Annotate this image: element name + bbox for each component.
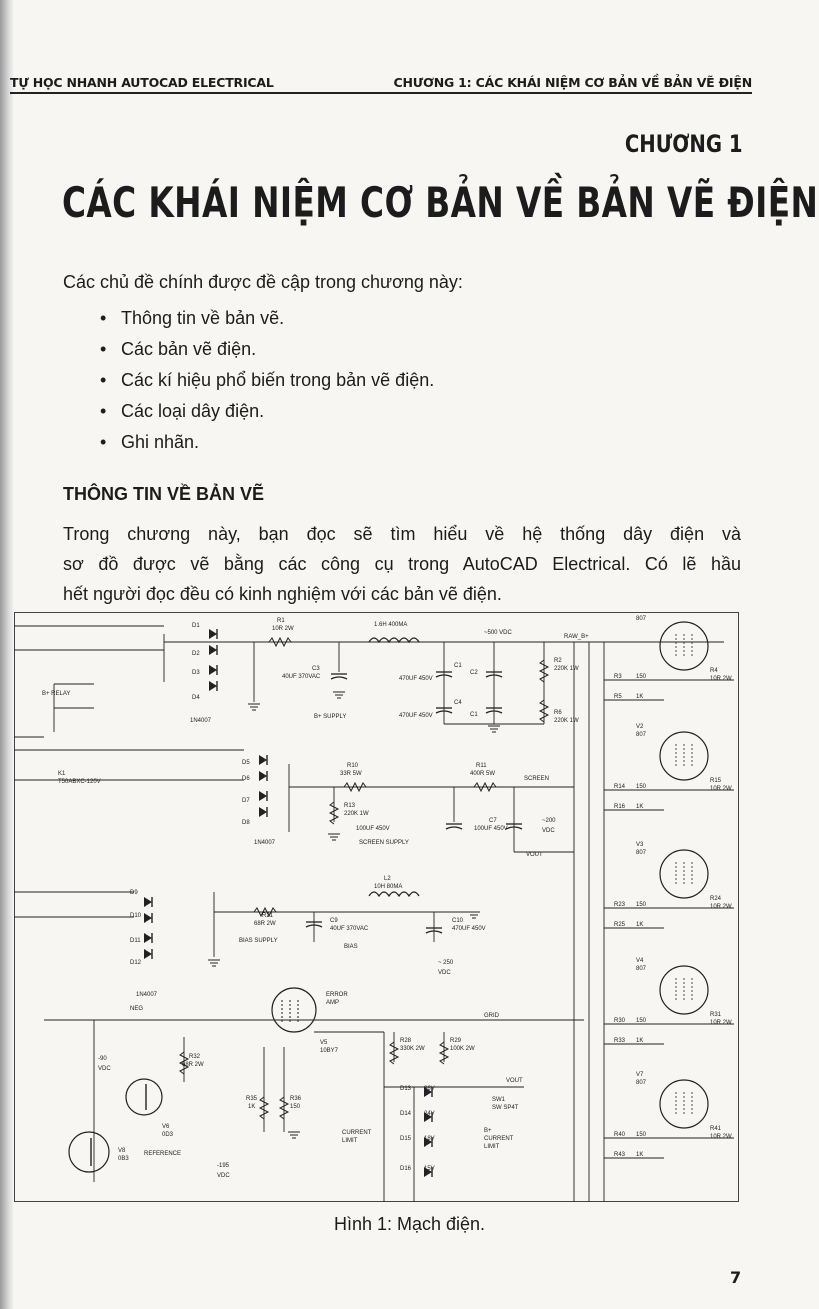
circuit-schematic — [14, 612, 739, 1202]
block-label: ERROR — [326, 992, 348, 998]
cap-label: C9 — [330, 918, 338, 924]
block-label: CURRENT — [342, 1130, 372, 1136]
resistor-value: 220K 1W — [554, 718, 579, 724]
resistor-value: 10R 2W — [710, 1134, 732, 1140]
tube-label: V4 — [636, 958, 644, 964]
switch-type: SW SP4T — [492, 1105, 519, 1111]
resistor-label: R2 — [554, 658, 562, 664]
running-header-left: TỰ HỌC NHANH AUTOCAD ELECTRICAL — [10, 75, 274, 90]
diode-label: D12 — [130, 960, 142, 966]
cap-value: 100UF 450V — [474, 826, 508, 832]
supply-label: B+ SUPPLY — [314, 714, 347, 720]
running-header — [10, 72, 752, 94]
diode-label: D16 — [400, 1166, 412, 1172]
resistor-label: R6 — [554, 710, 562, 716]
cap-value: 470UF 450V — [399, 676, 433, 682]
block-label: AMP — [326, 1000, 340, 1006]
cap-label: C1 — [470, 712, 478, 718]
diode-label: D7 — [242, 798, 250, 804]
voltage-label: ~ 250 — [438, 960, 454, 966]
diode-type-label: 1N4007 — [254, 840, 276, 846]
resistor-label: R3 — [614, 674, 622, 680]
resistor-value: 150 — [636, 1132, 647, 1138]
resistor-label: R14 — [614, 784, 626, 790]
resistor-label: R33 — [614, 1038, 626, 1044]
tube-type: 807 — [636, 850, 647, 856]
switch-label: SW1 — [492, 1097, 506, 1103]
diode-label: D14 — [400, 1111, 412, 1117]
resistor-label: R4 — [710, 668, 718, 674]
resistor-label: R15 — [710, 778, 722, 784]
circuit-figure — [14, 612, 739, 1202]
tube-type: 10BY7 — [320, 1048, 339, 1054]
topic-list — [100, 303, 434, 458]
resistor-label: R13 — [344, 803, 356, 809]
voltage-label: -90 — [98, 1056, 107, 1062]
net-label: VOUT — [526, 852, 543, 858]
list-item: • Các bản vẽ điện. — [100, 334, 434, 365]
cap-value: 40UF 370VAC — [282, 674, 321, 680]
resistor-value: 1K — [636, 922, 644, 928]
zener-value: 24V — [424, 1111, 435, 1117]
net-label: RAW_B+ — [564, 634, 589, 640]
resistor-label: R10 — [347, 763, 359, 769]
tube-label: V8 — [118, 1148, 126, 1154]
cap-value: 470UF 450V — [399, 713, 433, 719]
paragraph-line: sơ đồ được vẽ bằng các công cụ trong AutoCAD Electrical. Có lẽ hầu — [63, 554, 741, 574]
zener-value: 15V — [424, 1166, 435, 1172]
resistor-label: R29 — [450, 1038, 462, 1044]
section-heading: THÔNG TIN VỀ BẢN VẼ — [63, 484, 265, 504]
resistor-label: R16 — [614, 804, 626, 810]
tube-type: 807 — [636, 616, 647, 622]
voltage-unit: VDC — [542, 828, 555, 834]
list-item: • Các kí hiệu phổ biến trong bản vẽ điện. — [100, 365, 434, 396]
voltage-label: ~200 — [542, 818, 556, 824]
diode-label: D3 — [192, 670, 200, 676]
net-label: NEG — [130, 1006, 144, 1012]
resistor-value: 10R 2W — [272, 626, 294, 632]
net-label: BIAS — [344, 944, 358, 950]
resistor-value: 150 — [290, 1104, 301, 1110]
intro-text: Các chủ đề chính được đề cập trong chương này: — [63, 272, 463, 292]
resistor-value: 150 — [636, 1018, 647, 1024]
cap-label: C4 — [454, 700, 462, 706]
voltage-unit: VDC — [438, 970, 451, 976]
tube-type: 807 — [636, 966, 647, 972]
diode-label: D4 — [192, 695, 200, 701]
voltage-label: -195 — [217, 1163, 230, 1169]
tube-label: V7 — [636, 1072, 644, 1078]
chapter-number: CHƯƠNG 1 — [625, 130, 743, 158]
diode-label: D1 — [192, 623, 200, 629]
net-label: VOUT — [506, 1078, 523, 1084]
resistor-value: 100K 2W — [450, 1046, 475, 1052]
zener-value: 36V — [424, 1086, 435, 1092]
tube-label: V5 — [320, 1040, 328, 1046]
resistor-label: R21 — [262, 913, 274, 919]
diode-type-label: 1N4007 — [190, 718, 212, 724]
cap-label: C1 — [454, 663, 462, 669]
inductor-value: 10H 80MA — [374, 884, 403, 890]
running-header-right: CHƯƠNG 1: CÁC KHÁI NIỆM CƠ BẢN VỀ BẢN VẼ ĐIỆN — [393, 75, 752, 90]
relay-label: B+ RELAY — [42, 691, 71, 697]
resistor-value: 150 — [636, 784, 647, 790]
resistor-label: R1 — [277, 618, 285, 624]
diode-label: D5 — [242, 760, 250, 766]
resistor-label: R35 — [246, 1096, 258, 1102]
tube-label: V6 — [162, 1124, 170, 1130]
tube-type: 807 — [636, 1080, 647, 1086]
relay-ref: K1 — [58, 771, 66, 777]
resistor-label: R24 — [710, 896, 722, 902]
resistor-label: R25 — [614, 922, 626, 928]
resistor-label: R40 — [614, 1132, 626, 1138]
resistor-value: 330K 2W — [400, 1046, 425, 1052]
resistor-value: 33R 5W — [340, 771, 362, 777]
resistor-label: R30 — [614, 1018, 626, 1024]
cap-label: C10 — [452, 918, 464, 924]
resistor-value: 10R 2W — [710, 1020, 732, 1026]
tube-label: V3 — [636, 842, 644, 848]
tube-type: 0B3 — [118, 1156, 129, 1162]
tube-type: 807 — [636, 732, 647, 738]
list-item: • Các loại dây điện. — [100, 396, 434, 427]
resistor-value: 68R 2W — [182, 1062, 204, 1068]
resistor-label: R36 — [290, 1096, 302, 1102]
cap-label: C3 — [312, 666, 320, 672]
inductor-label: L2 — [384, 876, 391, 882]
resistor-value: 220K 1W — [554, 666, 579, 672]
chapter-title: CÁC KHÁI NIỆM CƠ BẢN VỀ BẢN VẼ ĐIỆN — [62, 178, 819, 227]
cap-value: 470UF 450V — [452, 926, 486, 932]
resistor-value: 1K — [636, 1038, 644, 1044]
cap-value: 40UF 370VAC — [330, 926, 369, 932]
resistor-label: R31 — [710, 1012, 722, 1018]
resistor-value: 400R 5W — [470, 771, 496, 777]
diode-type-label: 1N4007 — [136, 992, 158, 998]
diode-label: D6 — [242, 776, 250, 782]
resistor-value: 1K — [636, 1152, 644, 1158]
diode-label: D13 — [400, 1086, 412, 1092]
resistor-label: R5 — [614, 694, 622, 700]
binding-gutter — [0, 0, 14, 1309]
resistor-label: R28 — [400, 1038, 412, 1044]
resistor-label: R32 — [189, 1054, 201, 1060]
resistor-value: 1K — [636, 694, 644, 700]
resistor-value: 10R 2W — [710, 676, 732, 682]
tube-type: 0D3 — [162, 1132, 174, 1138]
block-label: LIMIT — [484, 1144, 500, 1150]
resistor-value: 220K 1W — [344, 811, 369, 817]
diode-label: D2 — [192, 651, 200, 657]
resistor-value: 150 — [636, 674, 647, 680]
page-number: 7 — [730, 1268, 742, 1287]
resistor-label: R11 — [476, 763, 487, 769]
relay-value: T50ABXC-120V — [58, 779, 101, 785]
diode-label: D15 — [400, 1136, 412, 1142]
resistor-label: R43 — [614, 1152, 626, 1158]
block-label: LIMIT — [342, 1138, 358, 1144]
paragraph-line: hết người đọc đều có kinh nghiệm với các bản vẽ điện. — [63, 584, 502, 604]
resistor-value: 10R 2W — [710, 786, 732, 792]
net-label: SCREEN — [524, 776, 550, 782]
cap-label: C2 — [470, 670, 478, 676]
resistor-value: 150 — [636, 902, 647, 908]
resistor-label: R41 — [710, 1126, 722, 1132]
zener-value: 18V — [424, 1136, 435, 1142]
resistor-value: 10R 2W — [710, 904, 732, 910]
inductor-label: 1.6H 400MA — [374, 622, 408, 628]
cap-label: C7 — [489, 818, 497, 824]
cap-value: 100UF 450V — [356, 826, 390, 832]
voltage-unit: VDC — [98, 1066, 111, 1072]
resistor-value: 68R 2W — [254, 921, 276, 927]
diode-label: D10 — [130, 913, 142, 919]
list-item: • Ghi nhãn. — [100, 427, 434, 458]
tube-label: V2 — [636, 724, 644, 730]
section-paragraph — [63, 519, 741, 609]
net-label: GRID — [484, 1013, 499, 1019]
list-item: • Thông tin về bản vẽ. — [100, 303, 434, 334]
resistor-value: 1K — [248, 1104, 256, 1110]
paragraph-line: Trong chương này, bạn đọc sẽ tìm hiểu về hệ thống dây điện và — [63, 524, 741, 544]
supply-label: BIAS SUPPLY — [239, 938, 278, 944]
voltage-unit: VDC — [217, 1173, 230, 1179]
diode-label: D11 — [130, 938, 141, 944]
voltage-label: ~500 VDC — [484, 630, 512, 636]
diode-label: D9 — [130, 890, 138, 896]
diode-label: D8 — [242, 820, 250, 826]
reference-label: REFERENCE — [144, 1151, 182, 1157]
block-label: B+ — [484, 1128, 492, 1134]
resistor-value: 1K — [636, 804, 644, 810]
supply-label: SCREEN SUPPLY — [359, 840, 409, 846]
block-label: CURRENT — [484, 1136, 514, 1142]
resistor-label: R23 — [614, 902, 626, 908]
figure-caption: Hình 1: Mạch điện. — [333, 1214, 486, 1234]
